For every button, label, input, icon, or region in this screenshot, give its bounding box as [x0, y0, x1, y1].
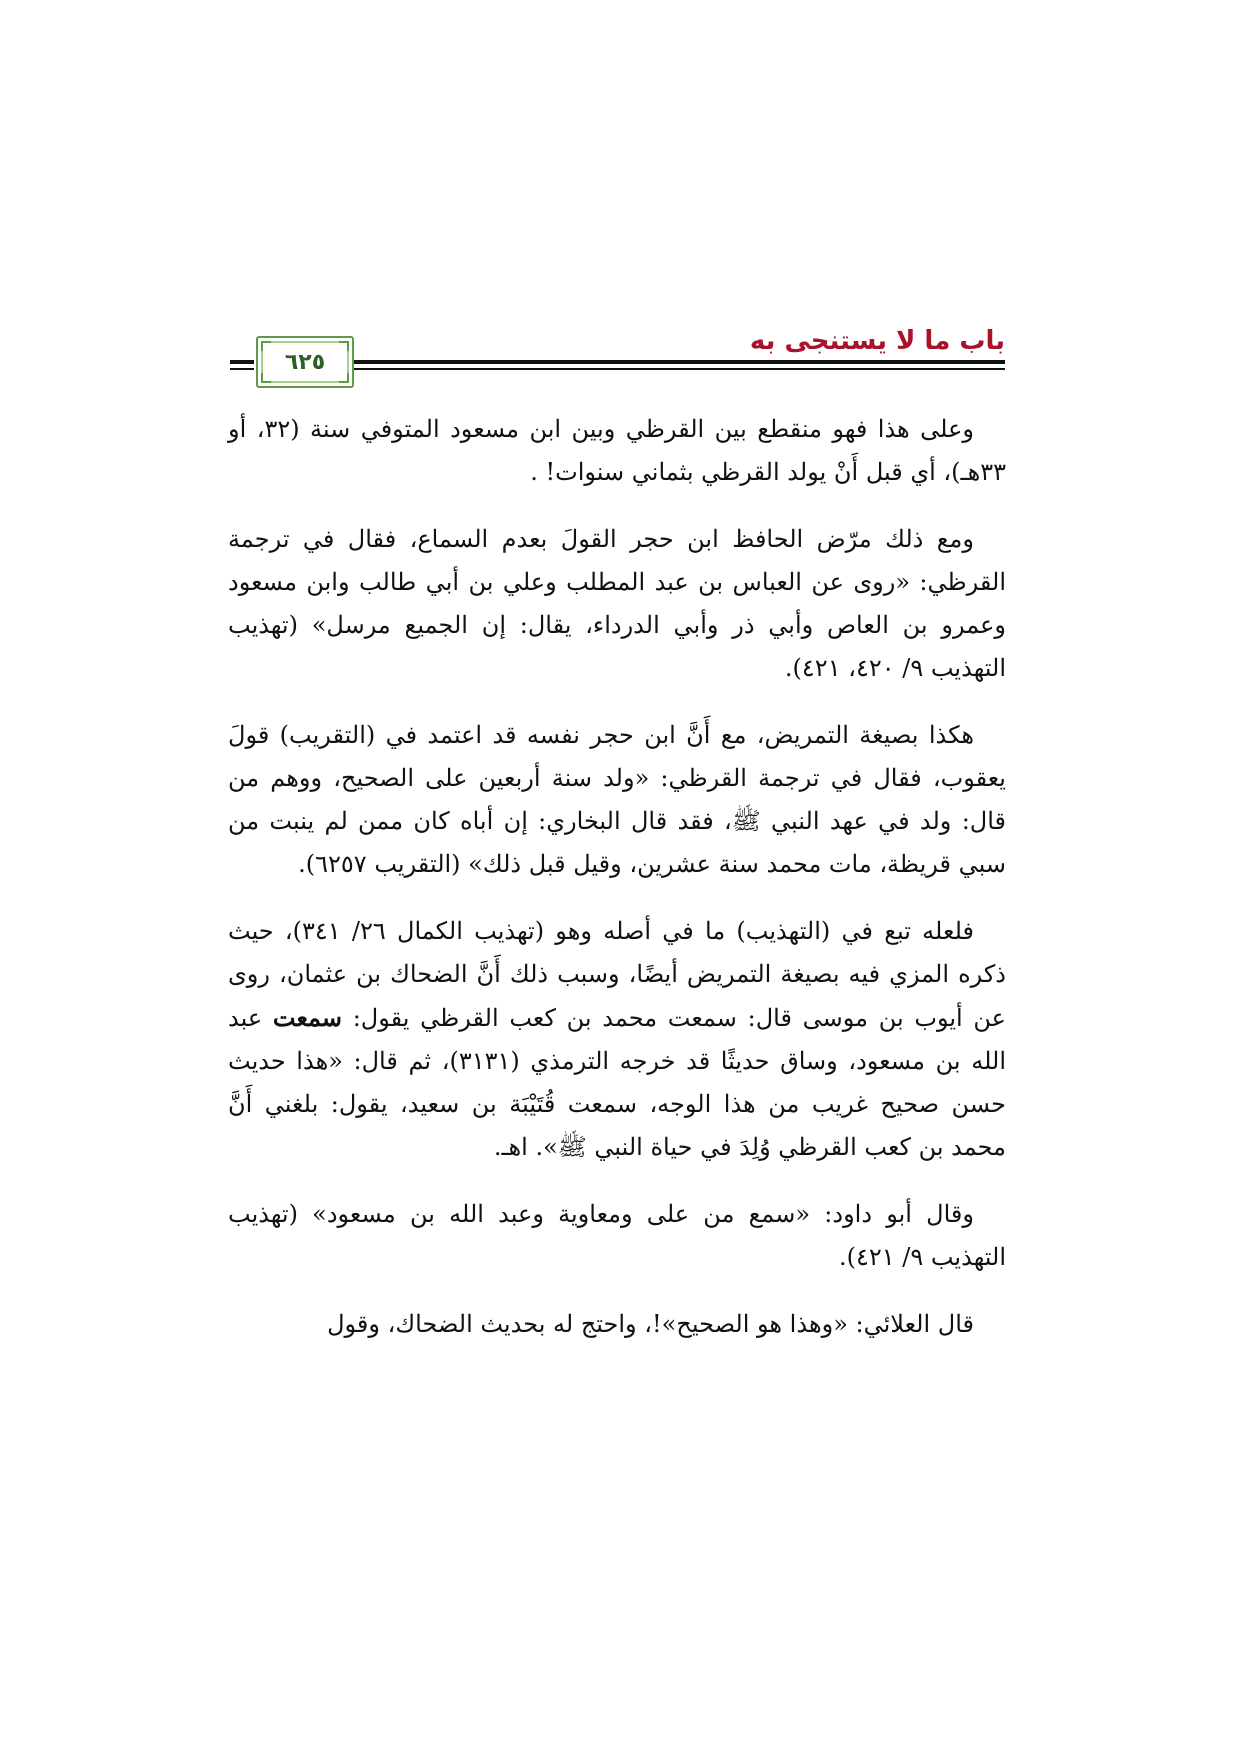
paragraph-1: وعلى هذا فهو منقطع بين القرظي وبين ابن مسعود المتوفي سنة (٣٢، أو ٣٣هـ)، أي قبل أَنْ يولد القرظي بثماني سنوات! . [228, 415, 1006, 486]
page-header [230, 318, 1005, 388]
paragraph-4-part-1: فلعله تبع في (التهذيب) ما في أصله وهو (تهذيب الكمال ٢٦/ ٣٤١)، حيث ذكره المزي فيه بصيغة التمريض أيضًا، وسبب ذلك أَنَّ الضحاك بن عثمان، روى عن أيوب بن موسى قال: سمعت محمد بن كعب القرظي يقول: [228, 917, 1006, 1032]
paragraph-6: قال العلائي: «وهذا هو الصحيح»!، واحتج له بحديث الضحاك، وقول [327, 1310, 974, 1338]
header-rule-bottom [354, 368, 1005, 370]
paragraph-4 [228, 910, 1006, 1169]
body-text [228, 408, 1006, 1370]
page-number-badge [256, 336, 354, 388]
header-rule-left [230, 360, 254, 364]
header-rule-top [354, 360, 1005, 364]
paragraph-2: ومع ذلك مرّض الحافظ ابن حجر القولَ بعدم السماع، فقال في ترجمة القرظي: «روى عن العباس بن عبد المطلب وعلي بن أبي طالب وابن مسعود وعمرو بن العاص وأبي ذر وأبي الدرداء، يقال: إن الجميع مرسل» (تهذيب التهذيب ٩/ ٤٢٠، ٤٢١). [228, 525, 1006, 682]
bold-word: سمعت [272, 1003, 343, 1032]
chapter-title: باب ما لا يستنجى به [749, 326, 1005, 356]
paragraph-3: هكذا بصيغة التمريض، مع أَنَّ ابن حجر نفسه قد اعتمد في (التقريب) قولَ يعقوب، فقال في ترجمة القرظي: «ولد سنة أربعين على الصحيح، ووهم من قال: ولد في عهد النبي ﷺ، فقد قال البخاري: إن أباه كان ممن لم ينبت من سبي قريظة، مات محمد سنة عشرين، وقيل قبل ذلك» (التقريب ٦٢٥٧). [228, 721, 1006, 878]
header-rule-left-thin [230, 368, 254, 370]
paragraph-4-part-2: عبد الله بن مسعود، وساق حديثًا قد خرجه الترمذي (٣١٣١)، ثم قال: «هذا حديث حسن صحيح غريب من هذا الوجه، سمعت قُتَيْبَة بن سعيد، يقول: بلغني أَنَّ محمد بن كعب القرظي وُلِدَ في حياة النبي ﷺ». اهـ. [228, 1004, 1007, 1161]
paragraph-5: وقال أبو داود: «سمع من على ومعاوية وعبد الله بن مسعود» (تهذيب التهذيب ٩/ ٤٢١). [228, 1200, 1006, 1271]
page-number: ٦٢٥ [284, 349, 326, 375]
